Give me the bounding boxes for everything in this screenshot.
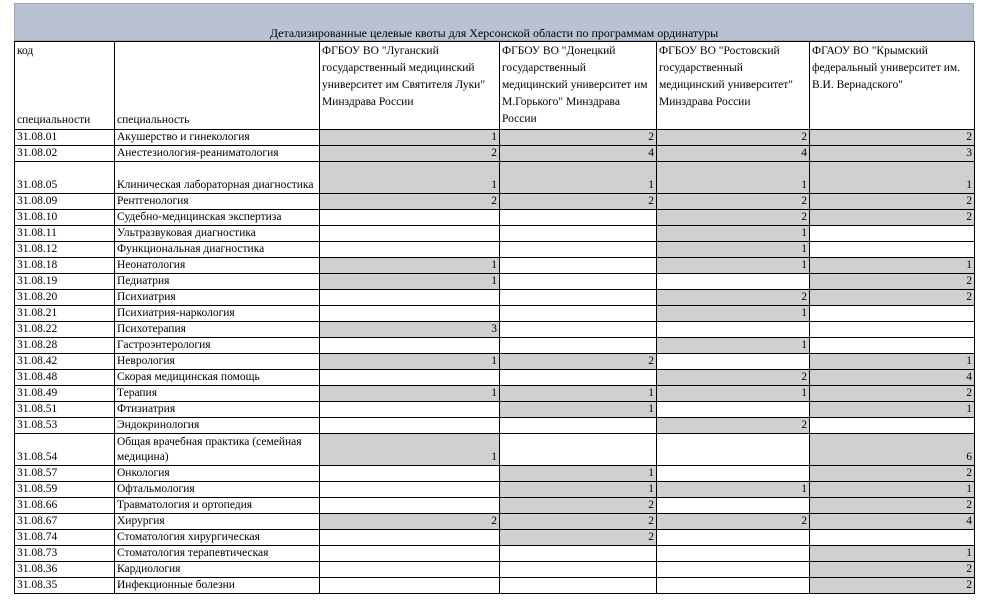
specialty-code-cell[interactable]: 31.08.73 bbox=[15, 546, 115, 562]
specialty-code-cell[interactable]: 31.08.57 bbox=[15, 466, 115, 482]
quota-cell-university-1[interactable] bbox=[320, 418, 500, 434]
specialty-code-cell[interactable]: 31.08.11 bbox=[15, 226, 115, 242]
quota-cell-university-3[interactable] bbox=[657, 562, 810, 578]
specialty-code-cell[interactable]: 31.08.59 bbox=[15, 482, 115, 498]
quota-cell-university-1[interactable]: 2 bbox=[320, 194, 500, 210]
header-row bbox=[15, 42, 975, 130]
quota-cell-university-3[interactable] bbox=[657, 402, 810, 418]
quota-cell-university-1[interactable] bbox=[320, 242, 500, 258]
quota-cell-university-3[interactable] bbox=[657, 578, 810, 594]
quota-cell-university-4[interactable]: 1 bbox=[810, 402, 975, 418]
specialty-code-cell[interactable]: 31.08.01 bbox=[15, 130, 115, 146]
specialty-name-cell[interactable]: Фтизиатрия bbox=[115, 402, 320, 418]
quota-cell-university-3[interactable]: 1 bbox=[657, 226, 810, 242]
table-row bbox=[15, 162, 975, 194]
quota-cell-university-1[interactable] bbox=[320, 466, 500, 482]
quota-cell-university-2[interactable] bbox=[500, 562, 657, 578]
quota-cell-university-1[interactable]: 1 bbox=[320, 274, 500, 290]
quota-cell-university-3[interactable]: 1 bbox=[657, 386, 810, 402]
specialty-code-cell[interactable]: 31.08.67 bbox=[15, 514, 115, 530]
quota-cell-university-3[interactable] bbox=[657, 498, 810, 514]
specialty-name-cell[interactable]: Онкология bbox=[115, 466, 320, 482]
quota-cell-university-3[interactable] bbox=[657, 274, 810, 290]
quota-cell-university-4[interactable] bbox=[810, 322, 975, 338]
table-row bbox=[15, 210, 975, 226]
specialty-name-cell[interactable]: Ультразвуковая диагностика bbox=[115, 226, 320, 242]
quota-cell-university-2[interactable]: 1 bbox=[500, 466, 657, 482]
quota-cell-university-1[interactable]: 3 bbox=[320, 322, 500, 338]
quota-cell-university-3[interactable]: 1 bbox=[657, 338, 810, 354]
specialty-code-cell[interactable]: 31.08.12 bbox=[15, 242, 115, 258]
table-row bbox=[15, 562, 975, 578]
sheet-title: Детализированные целевые квоты для Херсонской области по программам ординатуры bbox=[269, 26, 719, 40]
quota-cell-university-3[interactable] bbox=[657, 322, 810, 338]
quota-cell-university-2[interactable] bbox=[500, 210, 657, 226]
quota-cell-university-2[interactable]: 2 bbox=[500, 130, 657, 146]
quota-cell-university-1[interactable] bbox=[320, 290, 500, 306]
quota-cell-university-3[interactable] bbox=[657, 530, 810, 546]
specialty-name-cell[interactable]: Эндокринология bbox=[115, 418, 320, 434]
quota-cell-university-2[interactable] bbox=[500, 578, 657, 594]
quota-cell-university-2[interactable] bbox=[500, 370, 657, 386]
header-code-cell[interactable] bbox=[15, 42, 115, 130]
table-row bbox=[15, 482, 975, 498]
specialty-name-cell[interactable]: Скорая медицинская помощь bbox=[115, 370, 320, 386]
specialty-name-cell[interactable]: Функциональная диагностика bbox=[115, 242, 320, 258]
specialty-name-cell[interactable]: Психиатрия-наркология bbox=[115, 306, 320, 322]
specialty-name-cell[interactable]: Психотерапия bbox=[115, 322, 320, 338]
specialty-name-cell[interactable]: Кардиология bbox=[115, 562, 320, 578]
table-row bbox=[15, 146, 975, 162]
quota-cell-university-1[interactable] bbox=[320, 578, 500, 594]
quota-cell-university-4[interactable] bbox=[810, 242, 975, 258]
table-row bbox=[15, 338, 975, 354]
specialty-name-cell[interactable]: Клиническая лабораторная диагностика bbox=[115, 162, 320, 194]
quota-cell-university-4[interactable] bbox=[810, 530, 975, 546]
title-bar bbox=[14, 3, 974, 41]
quota-cell-university-2[interactable] bbox=[500, 258, 657, 274]
table-row bbox=[15, 466, 975, 482]
header-university-2[interactable]: ФГБОУ ВО "Донецкий государственный медицинский университет им М.Горького" Минздрава России bbox=[500, 42, 657, 130]
specialty-name-cell[interactable]: Гастроэнтерология bbox=[115, 338, 320, 354]
quota-cell-university-4[interactable]: 2 bbox=[810, 498, 975, 514]
specialty-code-cell[interactable]: 31.08.28 bbox=[15, 338, 115, 354]
specialty-code-cell[interactable]: 31.08.20 bbox=[15, 290, 115, 306]
table-row bbox=[15, 418, 975, 434]
table-row bbox=[15, 354, 975, 370]
quota-cell-university-3[interactable]: 2 bbox=[657, 194, 810, 210]
quota-cell-university-2[interactable] bbox=[500, 338, 657, 354]
quota-cell-university-1[interactable] bbox=[320, 482, 500, 498]
specialty-code-cell[interactable]: 31.08.02 bbox=[15, 146, 115, 162]
specialty-code-cell[interactable]: 31.08.54 bbox=[15, 434, 115, 466]
table-row bbox=[15, 306, 975, 322]
quota-cell-university-4[interactable]: 2 bbox=[810, 210, 975, 226]
quota-cell-university-4[interactable]: 1 bbox=[810, 258, 975, 274]
quota-cell-university-1[interactable]: 1 bbox=[320, 162, 500, 194]
specialty-code-cell[interactable]: 31.08.18 bbox=[15, 258, 115, 274]
specialty-name-cell[interactable]: Инфекционные болезни bbox=[115, 578, 320, 594]
quota-cell-university-1[interactable]: 1 bbox=[320, 386, 500, 402]
specialty-code-cell[interactable]: 31.08.42 bbox=[15, 354, 115, 370]
quota-cell-university-3[interactable]: 1 bbox=[657, 306, 810, 322]
quota-cell-university-3[interactable]: 4 bbox=[657, 146, 810, 162]
quota-cell-university-4[interactable]: 1 bbox=[810, 354, 975, 370]
quota-cell-university-1[interactable] bbox=[320, 210, 500, 226]
quota-cell-university-2[interactable] bbox=[500, 226, 657, 242]
table-row bbox=[15, 546, 975, 562]
specialty-code-cell[interactable]: 31.08.48 bbox=[15, 370, 115, 386]
specialty-name-cell[interactable]: Неврология bbox=[115, 354, 320, 370]
quota-cell-university-4[interactable]: 1 bbox=[810, 162, 975, 194]
table-row bbox=[15, 402, 975, 418]
specialty-code-cell[interactable]: 31.08.35 bbox=[15, 578, 115, 594]
specialty-name-cell[interactable]: Педиатрия bbox=[115, 274, 320, 290]
table-row bbox=[15, 274, 975, 290]
quota-cell-university-1[interactable]: 1 bbox=[320, 354, 500, 370]
quota-cell-university-4[interactable] bbox=[810, 226, 975, 242]
table-row bbox=[15, 290, 975, 306]
specialty-code-cell[interactable]: 31.08.51 bbox=[15, 402, 115, 418]
quota-cell-university-1[interactable]: 1 bbox=[320, 130, 500, 146]
quota-cell-university-4[interactable]: 1 bbox=[810, 546, 975, 562]
quota-cell-university-2[interactable] bbox=[500, 290, 657, 306]
quota-cell-university-3[interactable]: 2 bbox=[657, 514, 810, 530]
header-university-4[interactable]: ФГАОУ ВО "Крымский федеральный университет им. В.И. Вернадского" bbox=[810, 42, 975, 130]
quota-cell-university-1[interactable] bbox=[320, 306, 500, 322]
specialty-code-cell[interactable]: 31.08.53 bbox=[15, 418, 115, 434]
quota-cell-university-1[interactable]: 1 bbox=[320, 258, 500, 274]
quota-cell-university-3[interactable] bbox=[657, 434, 810, 466]
quota-cell-university-2[interactable]: 2 bbox=[500, 498, 657, 514]
header-spec-cell[interactable] bbox=[115, 42, 320, 130]
quota-cell-university-2[interactable] bbox=[500, 546, 657, 562]
table-row bbox=[15, 530, 975, 546]
quota-cell-university-3[interactable] bbox=[657, 546, 810, 562]
quota-cell-university-3[interactable]: 2 bbox=[657, 418, 810, 434]
table-row bbox=[15, 498, 975, 514]
quota-cell-university-3[interactable] bbox=[657, 354, 810, 370]
specialty-code-cell[interactable]: 31.08.19 bbox=[15, 274, 115, 290]
quota-cell-university-3[interactable]: 1 bbox=[657, 482, 810, 498]
quota-cell-university-2[interactable]: 1 bbox=[500, 482, 657, 498]
quota-cell-university-4[interactable] bbox=[810, 338, 975, 354]
quota-cell-university-2[interactable]: 2 bbox=[500, 194, 657, 210]
specialty-name-cell[interactable]: Стоматология терапевтическая bbox=[115, 546, 320, 562]
specialty-code-cell[interactable]: 31.08.09 bbox=[15, 194, 115, 210]
table-row bbox=[15, 258, 975, 274]
specialty-name-cell[interactable]: Судебно-медицинская экспертиза bbox=[115, 210, 320, 226]
quota-cell-university-1[interactable] bbox=[320, 338, 500, 354]
specialty-code-cell[interactable]: 31.08.21 bbox=[15, 306, 115, 322]
quota-cell-university-3[interactable]: 1 bbox=[657, 242, 810, 258]
quota-cell-university-2[interactable]: 2 bbox=[500, 530, 657, 546]
quota-cell-university-2[interactable] bbox=[500, 322, 657, 338]
quota-cell-university-4[interactable] bbox=[810, 306, 975, 322]
header-university-3[interactable]: ФГБОУ ВО "Ростовский государственный медицинский университет" Минздрава России bbox=[657, 42, 810, 130]
table-row bbox=[15, 242, 975, 258]
quota-cell-university-4[interactable]: 4 bbox=[810, 514, 975, 530]
quota-cell-university-3[interactable]: 1 bbox=[657, 258, 810, 274]
header-code-top: код bbox=[17, 45, 34, 57]
quota-cell-university-2[interactable]: 2 bbox=[500, 354, 657, 370]
quota-cell-university-4[interactable]: 2 bbox=[810, 386, 975, 402]
quota-cell-university-2[interactable] bbox=[500, 242, 657, 258]
quota-cell-university-4[interactable]: 4 bbox=[810, 370, 975, 386]
quota-cell-university-2[interactable]: 1 bbox=[500, 402, 657, 418]
quota-cell-university-1[interactable]: 1 bbox=[320, 434, 500, 466]
quota-cell-university-2[interactable]: 1 bbox=[500, 386, 657, 402]
specialty-name-cell[interactable]: Офтальмология bbox=[115, 482, 320, 498]
quota-cell-university-4[interactable]: 2 bbox=[810, 194, 975, 210]
quota-cell-university-2[interactable]: 1 bbox=[500, 162, 657, 194]
table-row bbox=[15, 370, 975, 386]
specialty-code-cell[interactable]: 31.08.22 bbox=[15, 322, 115, 338]
quota-cell-university-1[interactable]: 2 bbox=[320, 514, 500, 530]
header-university-1[interactable]: ФГБОУ ВО "Луганский государственный медицинский университет им Святителя Луки" Минздрава России bbox=[320, 42, 500, 130]
quota-cell-university-4[interactable]: 2 bbox=[810, 578, 975, 594]
quota-cell-university-4[interactable]: 1 bbox=[810, 482, 975, 498]
specialty-name-cell[interactable]: Терапия bbox=[115, 386, 320, 402]
quota-cell-university-2[interactable] bbox=[500, 434, 657, 466]
quota-cell-university-2[interactable]: 4 bbox=[500, 146, 657, 162]
quota-cell-university-4[interactable]: 2 bbox=[810, 562, 975, 578]
quota-cell-university-1[interactable] bbox=[320, 226, 500, 242]
table-row bbox=[15, 578, 975, 594]
specialty-name-cell[interactable]: Психиатрия bbox=[115, 290, 320, 306]
table-row bbox=[15, 386, 975, 402]
quota-cell-university-3[interactable]: 1 bbox=[657, 162, 810, 194]
specialty-name-cell[interactable]: Рентгенология bbox=[115, 194, 320, 210]
specialty-name-cell[interactable]: Общая врачебная практика (семейная медицина) bbox=[115, 434, 320, 466]
table-row bbox=[15, 514, 975, 530]
quota-cell-university-4[interactable]: 2 bbox=[810, 466, 975, 482]
specialty-name-cell[interactable]: Хирургия bbox=[115, 514, 320, 530]
quota-cell-university-4[interactable]: 2 bbox=[810, 130, 975, 146]
quota-cell-university-4[interactable]: 6 bbox=[810, 434, 975, 466]
table-row bbox=[15, 226, 975, 242]
quota-cell-university-4[interactable]: 3 bbox=[810, 146, 975, 162]
header-code-bottom: специальности bbox=[17, 114, 91, 126]
quota-cell-university-1[interactable] bbox=[320, 530, 500, 546]
quota-cell-university-1[interactable] bbox=[320, 402, 500, 418]
table-row bbox=[15, 322, 975, 338]
specialty-name-cell[interactable]: Анестезиология-реаниматология bbox=[115, 146, 320, 162]
specialty-code-cell[interactable]: 31.08.10 bbox=[15, 210, 115, 226]
specialty-code-cell[interactable]: 31.08.49 bbox=[15, 386, 115, 402]
specialty-name-cell[interactable]: Неонатология bbox=[115, 258, 320, 274]
specialty-code-cell[interactable]: 31.08.74 bbox=[15, 530, 115, 546]
header-spec-label: специальность bbox=[117, 114, 190, 126]
table-row bbox=[15, 434, 975, 466]
quota-cell-university-1[interactable] bbox=[320, 562, 500, 578]
quota-cell-university-3[interactable]: 2 bbox=[657, 290, 810, 306]
quota-cell-university-2[interactable]: 2 bbox=[500, 514, 657, 530]
quota-cell-university-2[interactable] bbox=[500, 306, 657, 322]
quota-cell-university-4[interactable]: 2 bbox=[810, 290, 975, 306]
quota-cell-university-2[interactable] bbox=[500, 274, 657, 290]
quota-cell-university-1[interactable]: 2 bbox=[320, 146, 500, 162]
quota-cell-university-4[interactable]: 2 bbox=[810, 274, 975, 290]
specialty-code-cell[interactable]: 31.08.36 bbox=[15, 562, 115, 578]
quota-table bbox=[14, 41, 975, 594]
quota-cell-university-1[interactable] bbox=[320, 546, 500, 562]
quota-cell-university-3[interactable]: 2 bbox=[657, 370, 810, 386]
quota-cell-university-1[interactable] bbox=[320, 498, 500, 514]
quota-cell-university-3[interactable]: 2 bbox=[657, 130, 810, 146]
specialty-name-cell[interactable]: Стоматология хирургическая bbox=[115, 530, 320, 546]
specialty-code-cell[interactable]: 31.08.05 bbox=[15, 162, 115, 194]
table-row bbox=[15, 194, 975, 210]
quota-cell-university-3[interactable] bbox=[657, 466, 810, 482]
specialty-code-cell[interactable]: 31.08.66 bbox=[15, 498, 115, 514]
table-body bbox=[15, 130, 975, 594]
specialty-name-cell[interactable]: Акушерство и гинекология bbox=[115, 130, 320, 146]
quota-cell-university-3[interactable]: 2 bbox=[657, 210, 810, 226]
quota-cell-university-4[interactable] bbox=[810, 418, 975, 434]
specialty-name-cell[interactable]: Травматология и ортопедия bbox=[115, 498, 320, 514]
table-row bbox=[15, 130, 975, 146]
quota-cell-university-1[interactable] bbox=[320, 370, 500, 386]
quota-cell-university-2[interactable] bbox=[500, 418, 657, 434]
